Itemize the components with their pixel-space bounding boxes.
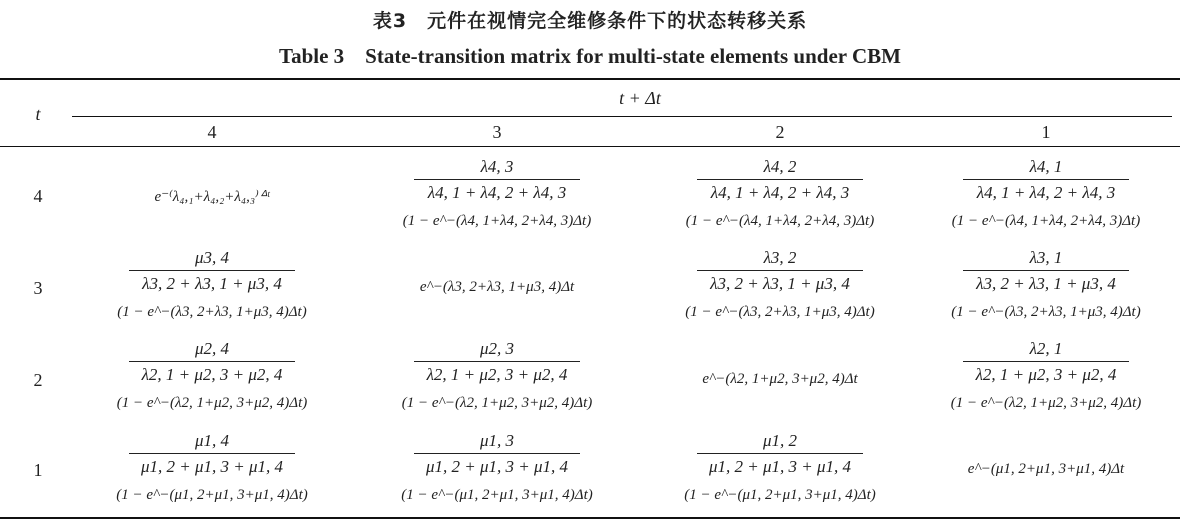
fraction-bar [697,453,863,454]
column-variable-header: t + Δt [619,88,661,108]
probability-factor: (1 − e^−(λ3, 2+λ3, 1+μ3, 4)Δt) [951,304,1141,320]
fraction-bar [129,453,295,454]
transition-probability-cell [650,156,910,232]
transition-probability-cell [82,430,342,506]
rate-denominator: μ1, 2 + μ1, 3 + μ1, 4 [708,457,852,476]
header-rule [0,146,1180,147]
top-rule [0,78,1180,80]
transition-probability-cell [650,247,910,323]
stay-probability-cell: e^−(λ3, 2+λ3, 1+μ3, 4)Δt [419,279,575,295]
transition-probability-cell [367,156,627,232]
table-caption-english: Table 3 State-transition matrix for multi-state elements under CBM [279,44,901,68]
fraction-bar [414,361,580,362]
probability-factor: (1 − e^−(μ1, 2+μ1, 3+μ1, 4)Δt) [684,487,876,503]
rate-denominator: λ2, 1 + μ2, 3 + μ2, 4 [141,365,283,384]
rate-denominator: λ2, 1 + μ2, 3 + μ2, 4 [426,365,568,384]
fraction-bar [963,270,1129,271]
bottom-rule [0,517,1180,519]
table-caption-chinese: 表3 元件在视情完全维修条件下的状态转移关系 [372,10,808,32]
rate-numerator: λ4, 1 [1029,157,1063,176]
rate-denominator: μ1, 2 + μ1, 3 + μ1, 4 [425,457,569,476]
probability-factor: (1 − e^−(λ3, 2+λ3, 1+μ3, 4)Δt) [117,304,307,320]
fraction-bar [963,179,1129,180]
rate-numerator: λ4, 2 [763,157,797,176]
column-header-state: 1 [1041,122,1051,142]
stay-probability-cell: e⁻⁽λ₄,₁+λ₄,₂+λ₄,₃⁾ᐞᵗ [154,189,270,205]
probability-factor: (1 − e^−(λ4, 1+λ4, 2+λ4, 3)Δt) [402,213,592,229]
row-header-state: 4 [33,186,43,206]
rate-numerator: μ2, 4 [194,339,230,358]
transition-probability-cell [916,156,1176,232]
rate-numerator: μ1, 3 [479,431,515,450]
rate-denominator: λ4, 1 + λ4, 2 + λ4, 3 [976,183,1116,202]
rate-denominator: λ3, 2 + λ3, 1 + μ3, 4 [142,274,282,293]
probability-factor: (1 − e^−(λ3, 2+λ3, 1+μ3, 4)Δt) [685,304,875,320]
rate-numerator: μ2, 3 [479,339,515,358]
fraction-bar [697,270,863,271]
rate-numerator: μ1, 2 [762,431,798,450]
fraction-bar [963,361,1129,362]
rate-denominator: λ3, 2 + λ3, 1 + μ3, 4 [710,274,850,293]
rate-denominator: λ3, 2 + λ3, 1 + μ3, 4 [976,274,1116,293]
fraction-bar [697,179,863,180]
rate-denominator: λ4, 1 + λ4, 2 + λ4, 3 [710,183,850,202]
column-header-state: 3 [492,122,502,142]
probability-factor: (1 − e^−(μ1, 2+μ1, 3+μ1, 4)Δt) [401,487,593,503]
row-header-state: 1 [33,460,43,480]
probability-factor: (1 − e^−(μ1, 2+μ1, 3+μ1, 4)Δt) [116,487,308,503]
fraction-bar [414,453,580,454]
stay-probability-cell: e^−(μ1, 2+μ1, 3+μ1, 4)Δt [967,461,1125,477]
row-variable-header: t [35,104,41,124]
transition-probability-cell [82,338,342,414]
rate-numerator: λ4, 3 [480,157,514,176]
rate-numerator: λ3, 1 [1029,248,1063,267]
transition-probability-cell [650,430,910,506]
transition-probability-cell [82,247,342,323]
rate-numerator: μ1, 4 [194,431,230,450]
fraction-bar [129,270,295,271]
probability-factor: (1 − e^−(λ2, 1+μ2, 3+μ2, 4)Δt) [950,395,1142,411]
rate-numerator: μ3, 4 [194,248,230,267]
rate-denominator: μ1, 2 + μ1, 3 + μ1, 4 [140,457,284,476]
column-header-state: 4 [207,122,217,142]
transition-probability-cell [916,247,1176,323]
fraction-bar [414,179,580,180]
rate-denominator: λ4, 1 + λ4, 2 + λ4, 3 [427,183,567,202]
rate-denominator: λ2, 1 + μ2, 3 + μ2, 4 [975,365,1117,384]
transition-probability-cell [916,338,1176,414]
row-header-state: 3 [33,278,43,298]
probability-factor: (1 − e^−(λ4, 1+λ4, 2+λ4, 3)Δt) [951,213,1141,229]
stay-probability-cell: e^−(λ2, 1+μ2, 3+μ2, 4)Δt [702,371,858,387]
transition-probability-cell [367,338,627,414]
probability-factor: (1 − e^−(λ2, 1+μ2, 3+μ2, 4)Δt) [401,395,593,411]
rate-numerator: λ3, 2 [763,248,797,267]
rate-numerator: λ2, 1 [1029,339,1063,358]
probability-factor: (1 − e^−(λ4, 1+λ4, 2+λ4, 3)Δt) [685,213,875,229]
header-span-rule [72,116,1172,117]
probability-factor: (1 − e^−(λ2, 1+μ2, 3+μ2, 4)Δt) [116,395,308,411]
transition-probability-cell [367,430,627,506]
column-header-state: 2 [775,122,785,142]
row-header-state: 2 [33,370,43,390]
fraction-bar [129,361,295,362]
